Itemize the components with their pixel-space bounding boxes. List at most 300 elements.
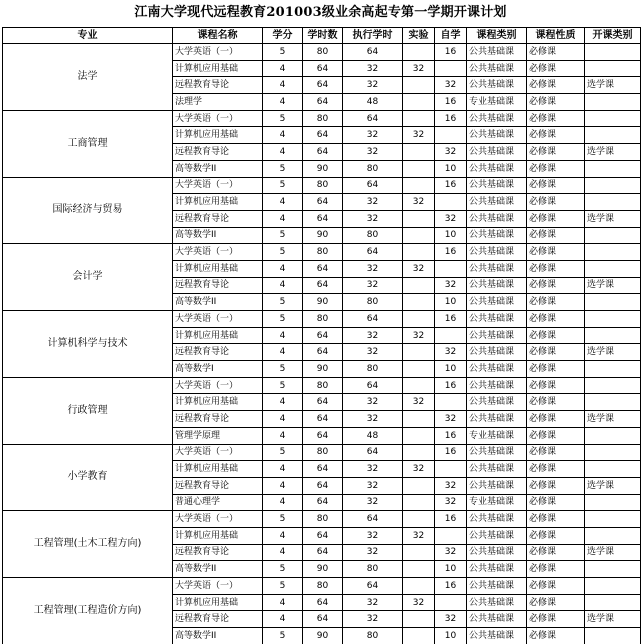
exec-hours-cell: 80	[343, 227, 403, 244]
course-category-cell: 公共基础课	[467, 110, 527, 127]
credits-cell: 5	[263, 160, 303, 177]
course-nature-cell: 必修课	[527, 194, 585, 211]
course-type-cell: 选学课	[585, 344, 641, 361]
course-nature-cell: 必修课	[527, 511, 585, 528]
course-type-cell	[585, 394, 641, 411]
course-nature-cell: 必修课	[527, 527, 585, 544]
course-name-cell: 大学英语（一）	[173, 511, 263, 528]
hours-cell: 64	[303, 527, 343, 544]
course-type-cell	[585, 127, 641, 144]
exec-hours-cell: 32	[343, 210, 403, 227]
course-name-cell: 大学英语（一）	[173, 244, 263, 261]
course-name-cell: 远程教育导论	[173, 210, 263, 227]
exec-hours-cell: 32	[343, 144, 403, 161]
course-nature-cell: 必修课	[527, 244, 585, 261]
hours-cell: 64	[303, 411, 343, 428]
exec-hours-cell: 32	[343, 611, 403, 628]
hours-cell: 64	[303, 394, 343, 411]
credits-cell: 5	[263, 561, 303, 578]
course-category-cell: 公共基础课	[467, 611, 527, 628]
table-row	[3, 511, 641, 528]
course-nature-cell: 必修课	[527, 544, 585, 561]
hours-cell: 64	[303, 127, 343, 144]
self-study-cell: 32	[435, 344, 467, 361]
hours-cell: 90	[303, 361, 343, 378]
course-category-cell: 公共基础课	[467, 394, 527, 411]
lab-hours-cell: 32	[403, 594, 435, 611]
lab-hours-cell: 32	[403, 60, 435, 77]
lab-hours-cell	[403, 177, 435, 194]
course-type-cell	[585, 377, 641, 394]
hours-cell: 90	[303, 628, 343, 644]
course-name-cell: 计算机应用基础	[173, 527, 263, 544]
course-type-cell	[585, 60, 641, 77]
course-type-cell: 选学课	[585, 411, 641, 428]
lab-hours-cell	[403, 277, 435, 294]
column-header: 学时数	[303, 28, 343, 44]
course-type-cell	[585, 461, 641, 478]
credits-cell: 5	[263, 110, 303, 127]
course-nature-cell: 必修课	[527, 461, 585, 478]
self-study-cell: 16	[435, 110, 467, 127]
credits-cell: 4	[263, 60, 303, 77]
course-nature-cell: 必修课	[527, 628, 585, 644]
course-category-cell: 公共基础课	[467, 477, 527, 494]
lab-hours-cell	[403, 210, 435, 227]
credits-cell: 4	[263, 461, 303, 478]
exec-hours-cell: 64	[343, 511, 403, 528]
credits-cell: 5	[263, 294, 303, 311]
course-nature-cell: 必修课	[527, 44, 585, 61]
lab-hours-cell	[403, 44, 435, 61]
exec-hours-cell: 32	[343, 544, 403, 561]
self-study-cell	[435, 60, 467, 77]
exec-hours-cell: 80	[343, 160, 403, 177]
course-nature-cell: 必修课	[527, 327, 585, 344]
course-nature-cell: 必修课	[527, 611, 585, 628]
course-type-cell	[585, 578, 641, 595]
course-name-cell: 管理学原理	[173, 427, 263, 444]
exec-hours-cell: 32	[343, 327, 403, 344]
exec-hours-cell: 32	[343, 277, 403, 294]
lab-hours-cell	[403, 561, 435, 578]
exec-hours-cell: 64	[343, 377, 403, 394]
course-nature-cell: 必修课	[527, 110, 585, 127]
course-nature-cell: 必修课	[527, 160, 585, 177]
course-nature-cell: 必修课	[527, 127, 585, 144]
lab-hours-cell	[403, 377, 435, 394]
course-nature-cell: 必修课	[527, 260, 585, 277]
self-study-cell: 16	[435, 444, 467, 461]
exec-hours-cell: 48	[343, 94, 403, 111]
column-header: 开课类别	[585, 28, 641, 44]
hours-cell: 90	[303, 227, 343, 244]
self-study-cell: 10	[435, 361, 467, 378]
exec-hours-cell: 32	[343, 527, 403, 544]
hours-cell: 80	[303, 511, 343, 528]
course-name-cell: 远程教育导论	[173, 277, 263, 294]
credits-cell: 5	[263, 578, 303, 595]
course-nature-cell: 必修课	[527, 427, 585, 444]
credits-cell: 4	[263, 611, 303, 628]
course-type-cell	[585, 494, 641, 511]
self-study-cell: 32	[435, 411, 467, 428]
credits-cell: 4	[263, 260, 303, 277]
self-study-cell	[435, 461, 467, 478]
course-category-cell: 公共基础课	[467, 194, 527, 211]
credits-cell: 4	[263, 277, 303, 294]
course-category-cell: 公共基础课	[467, 461, 527, 478]
major-cell: 法学	[3, 44, 173, 111]
course-type-cell	[585, 444, 641, 461]
exec-hours-cell: 32	[343, 394, 403, 411]
lab-hours-cell	[403, 578, 435, 595]
course-type-cell	[585, 311, 641, 328]
hours-cell: 64	[303, 210, 343, 227]
course-nature-cell: 必修课	[527, 494, 585, 511]
hours-cell: 90	[303, 160, 343, 177]
hours-cell: 64	[303, 544, 343, 561]
course-type-cell	[585, 561, 641, 578]
course-category-cell: 公共基础课	[467, 177, 527, 194]
credits-cell: 4	[263, 77, 303, 94]
hours-cell: 80	[303, 377, 343, 394]
lab-hours-cell	[403, 294, 435, 311]
table-row	[3, 578, 641, 595]
course-name-cell: 高等数学II	[173, 628, 263, 644]
course-category-cell: 公共基础课	[467, 628, 527, 644]
course-category-cell: 公共基础课	[467, 127, 527, 144]
credits-cell: 5	[263, 311, 303, 328]
major-cell: 会计学	[3, 244, 173, 311]
course-name-cell: 计算机应用基础	[173, 394, 263, 411]
hours-cell: 80	[303, 177, 343, 194]
column-header: 课程性质	[527, 28, 585, 44]
exec-hours-cell: 32	[343, 594, 403, 611]
credits-cell: 4	[263, 210, 303, 227]
course-type-cell: 选学课	[585, 477, 641, 494]
course-category-cell: 公共基础课	[467, 578, 527, 595]
course-type-cell	[585, 177, 641, 194]
exec-hours-cell: 32	[343, 461, 403, 478]
course-category-cell: 公共基础课	[467, 311, 527, 328]
exec-hours-cell: 32	[343, 477, 403, 494]
major-cell: 行政管理	[3, 377, 173, 444]
course-name-cell: 大学英语（一）	[173, 377, 263, 394]
course-type-cell	[585, 194, 641, 211]
lab-hours-cell	[403, 411, 435, 428]
credits-cell: 4	[263, 327, 303, 344]
lab-hours-cell	[403, 611, 435, 628]
column-header: 专业	[3, 28, 173, 44]
lab-hours-cell	[403, 361, 435, 378]
course-category-cell: 专业基础课	[467, 494, 527, 511]
lab-hours-cell	[403, 160, 435, 177]
course-category-cell: 公共基础课	[467, 44, 527, 61]
course-type-cell: 选学课	[585, 210, 641, 227]
hours-cell: 64	[303, 494, 343, 511]
hours-cell: 64	[303, 327, 343, 344]
exec-hours-cell: 32	[343, 127, 403, 144]
header-row	[3, 28, 641, 44]
course-type-cell	[585, 260, 641, 277]
exec-hours-cell: 32	[343, 60, 403, 77]
exec-hours-cell: 64	[343, 44, 403, 61]
course-name-cell: 大学英语（一）	[173, 110, 263, 127]
course-name-cell: 远程教育导论	[173, 544, 263, 561]
course-nature-cell: 必修课	[527, 394, 585, 411]
self-study-cell: 16	[435, 578, 467, 595]
self-study-cell: 10	[435, 227, 467, 244]
course-category-cell: 公共基础课	[467, 511, 527, 528]
course-name-cell: 法理学	[173, 94, 263, 111]
course-nature-cell: 必修课	[527, 210, 585, 227]
hours-cell: 64	[303, 477, 343, 494]
self-study-cell: 16	[435, 311, 467, 328]
course-category-cell: 公共基础课	[467, 277, 527, 294]
credits-cell: 4	[263, 194, 303, 211]
hours-cell: 80	[303, 444, 343, 461]
self-study-cell: 10	[435, 294, 467, 311]
course-name-cell: 大学英语（一）	[173, 44, 263, 61]
self-study-cell: 32	[435, 277, 467, 294]
hours-cell: 64	[303, 277, 343, 294]
course-category-cell: 公共基础课	[467, 377, 527, 394]
hours-cell: 80	[303, 311, 343, 328]
lab-hours-cell	[403, 244, 435, 261]
lab-hours-cell	[403, 344, 435, 361]
self-study-cell: 16	[435, 94, 467, 111]
credits-cell: 4	[263, 394, 303, 411]
lab-hours-cell	[403, 511, 435, 528]
course-name-cell: 高等数学I	[173, 361, 263, 378]
course-nature-cell: 必修课	[527, 60, 585, 77]
exec-hours-cell: 32	[343, 344, 403, 361]
lab-hours-cell	[403, 311, 435, 328]
credits-cell: 4	[263, 344, 303, 361]
course-nature-cell: 必修课	[527, 444, 585, 461]
course-category-cell: 专业基础课	[467, 427, 527, 444]
self-study-cell	[435, 260, 467, 277]
exec-hours-cell: 32	[343, 260, 403, 277]
course-name-cell: 计算机应用基础	[173, 327, 263, 344]
lab-hours-cell: 32	[403, 327, 435, 344]
lab-hours-cell	[403, 77, 435, 94]
course-name-cell: 高等数学II	[173, 227, 263, 244]
column-header: 学分	[263, 28, 303, 44]
lab-hours-cell: 32	[403, 260, 435, 277]
course-category-cell: 公共基础课	[467, 544, 527, 561]
self-study-cell: 32	[435, 494, 467, 511]
hours-cell: 64	[303, 60, 343, 77]
course-category-cell: 公共基础课	[467, 327, 527, 344]
self-study-cell: 32	[435, 544, 467, 561]
column-header: 课程名称	[173, 28, 263, 44]
self-study-cell: 32	[435, 210, 467, 227]
course-nature-cell: 必修课	[527, 578, 585, 595]
credits-cell: 5	[263, 227, 303, 244]
course-nature-cell: 必修课	[527, 94, 585, 111]
course-category-cell: 公共基础课	[467, 411, 527, 428]
table-row	[3, 311, 641, 328]
self-study-cell: 16	[435, 427, 467, 444]
hours-cell: 90	[303, 561, 343, 578]
self-study-cell	[435, 394, 467, 411]
course-category-cell: 公共基础课	[467, 561, 527, 578]
self-study-cell	[435, 594, 467, 611]
course-name-cell: 计算机应用基础	[173, 461, 263, 478]
course-name-cell: 大学英语（一）	[173, 177, 263, 194]
course-type-cell	[585, 427, 641, 444]
major-cell: 工程管理(工程造价方向)	[3, 578, 173, 644]
course-nature-cell: 必修课	[527, 561, 585, 578]
credits-cell: 4	[263, 594, 303, 611]
hours-cell: 80	[303, 110, 343, 127]
self-study-cell: 16	[435, 511, 467, 528]
credits-cell: 5	[263, 511, 303, 528]
course-nature-cell: 必修课	[527, 311, 585, 328]
course-nature-cell: 必修课	[527, 594, 585, 611]
hours-cell: 64	[303, 94, 343, 111]
exec-hours-cell: 64	[343, 578, 403, 595]
self-study-cell: 16	[435, 377, 467, 394]
table-row	[3, 44, 641, 61]
self-study-cell: 16	[435, 44, 467, 61]
course-name-cell: 高等数学II	[173, 561, 263, 578]
credits-cell: 4	[263, 494, 303, 511]
major-cell: 计算机科学与技术	[3, 311, 173, 378]
course-name-cell: 大学英语（一）	[173, 578, 263, 595]
major-cell: 工程管理(土木工程方向)	[3, 511, 173, 578]
course-type-cell	[585, 511, 641, 528]
course-nature-cell: 必修课	[527, 477, 585, 494]
hours-cell: 64	[303, 144, 343, 161]
credits-cell: 5	[263, 44, 303, 61]
course-category-cell: 公共基础课	[467, 260, 527, 277]
course-name-cell: 远程教育导论	[173, 77, 263, 94]
hours-cell: 64	[303, 427, 343, 444]
course-nature-cell: 必修课	[527, 227, 585, 244]
exec-hours-cell: 64	[343, 444, 403, 461]
course-type-cell	[585, 594, 641, 611]
course-type-cell	[585, 361, 641, 378]
credits-cell: 4	[263, 144, 303, 161]
exec-hours-cell: 80	[343, 561, 403, 578]
self-study-cell	[435, 194, 467, 211]
lab-hours-cell	[403, 494, 435, 511]
hours-cell: 90	[303, 294, 343, 311]
course-category-cell: 公共基础课	[467, 344, 527, 361]
credits-cell: 4	[263, 127, 303, 144]
course-name-cell: 大学英语（一）	[173, 311, 263, 328]
hours-cell: 64	[303, 344, 343, 361]
course-nature-cell: 必修课	[527, 277, 585, 294]
credits-cell: 4	[263, 411, 303, 428]
lab-hours-cell: 32	[403, 127, 435, 144]
course-category-cell: 专业基础课	[467, 94, 527, 111]
self-study-cell: 10	[435, 561, 467, 578]
table-row	[3, 110, 641, 127]
column-header: 执行学时	[343, 28, 403, 44]
exec-hours-cell: 64	[343, 244, 403, 261]
self-study-cell: 32	[435, 477, 467, 494]
column-header: 课程类别	[467, 28, 527, 44]
course-category-cell: 公共基础课	[467, 60, 527, 77]
self-study-cell: 10	[435, 628, 467, 644]
exec-hours-cell: 64	[343, 110, 403, 127]
credits-cell: 4	[263, 544, 303, 561]
course-type-cell	[585, 294, 641, 311]
page-title: 江南大学现代远程教育201003级业余高起专第一学期开课计划	[134, 5, 507, 20]
course-name-cell: 高等数学II	[173, 294, 263, 311]
course-name-cell: 远程教育导论	[173, 144, 263, 161]
course-category-cell: 公共基础课	[467, 160, 527, 177]
credits-cell: 5	[263, 361, 303, 378]
hours-cell: 80	[303, 44, 343, 61]
course-category-cell: 公共基础课	[467, 361, 527, 378]
course-nature-cell: 必修课	[527, 361, 585, 378]
table-body	[3, 44, 641, 644]
exec-hours-cell: 64	[343, 311, 403, 328]
course-name-cell: 远程教育导论	[173, 477, 263, 494]
credits-cell: 4	[263, 527, 303, 544]
self-study-cell: 10	[435, 160, 467, 177]
course-category-cell: 公共基础课	[467, 227, 527, 244]
major-cell: 小学教育	[3, 444, 173, 511]
self-study-cell: 16	[435, 177, 467, 194]
hours-cell: 64	[303, 260, 343, 277]
course-category-cell: 公共基础课	[467, 594, 527, 611]
course-nature-cell: 必修课	[527, 344, 585, 361]
table-row	[3, 244, 641, 261]
course-name-cell: 远程教育导论	[173, 344, 263, 361]
course-category-cell: 公共基础课	[467, 294, 527, 311]
course-name-cell: 远程教育导论	[173, 611, 263, 628]
course-name-cell: 计算机应用基础	[173, 260, 263, 277]
hours-cell: 64	[303, 77, 343, 94]
hours-cell: 64	[303, 194, 343, 211]
course-name-cell: 计算机应用基础	[173, 594, 263, 611]
column-header: 自学	[435, 28, 467, 44]
exec-hours-cell: 32	[343, 77, 403, 94]
table-row	[3, 177, 641, 194]
table-row	[3, 444, 641, 461]
credits-cell: 5	[263, 244, 303, 261]
course-category-cell: 公共基础课	[467, 244, 527, 261]
course-name-cell: 大学英语（一）	[173, 444, 263, 461]
self-study-cell	[435, 527, 467, 544]
course-name-cell: 远程教育导论	[173, 411, 263, 428]
course-nature-cell: 必修课	[527, 144, 585, 161]
course-type-cell	[585, 160, 641, 177]
course-category-cell: 公共基础课	[467, 210, 527, 227]
lab-hours-cell	[403, 144, 435, 161]
course-type-cell: 选学课	[585, 544, 641, 561]
credits-cell: 5	[263, 628, 303, 644]
course-name-cell: 普通心理学	[173, 494, 263, 511]
lab-hours-cell	[403, 544, 435, 561]
course-name-cell: 高等数学II	[173, 160, 263, 177]
credits-cell: 5	[263, 377, 303, 394]
lab-hours-cell	[403, 94, 435, 111]
credits-cell: 5	[263, 177, 303, 194]
exec-hours-cell: 48	[343, 427, 403, 444]
credits-cell: 4	[263, 477, 303, 494]
exec-hours-cell: 80	[343, 294, 403, 311]
self-study-cell	[435, 127, 467, 144]
lab-hours-cell	[403, 227, 435, 244]
course-type-cell	[585, 628, 641, 644]
